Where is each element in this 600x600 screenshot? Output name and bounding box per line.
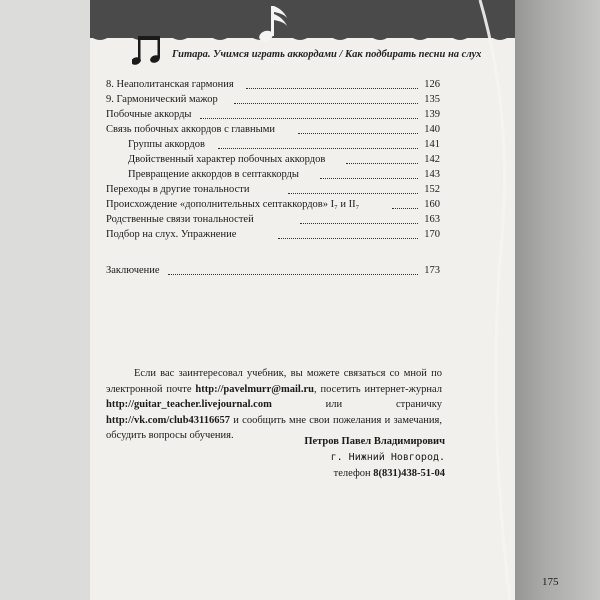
toc-entry-page: 152 (424, 184, 440, 195)
toc-entry-label: Побочные аккорды (106, 109, 192, 120)
page-number: 175 (542, 576, 559, 588)
toc-entry-page: 141 (424, 139, 440, 150)
toc-entry (106, 198, 440, 212)
toc-leader-dots (218, 148, 418, 149)
toc-leader-dots (298, 133, 418, 134)
toc-entry (106, 183, 440, 197)
contact-paragraph (106, 366, 442, 444)
toc-entry (106, 153, 440, 167)
toc-entry-label: Связь побочных аккордов с главными (106, 124, 275, 135)
toc-leader-dots (392, 208, 418, 209)
journal-link[interactable]: http://guitar_teacher.livejournal.com (106, 399, 272, 410)
author-signature (304, 434, 445, 482)
toc-entry-page: 140 (424, 124, 440, 135)
author-city: г. Нижний Новгород. (330, 452, 445, 463)
toc-entry-page: 160 (424, 199, 440, 210)
toc-entry (106, 108, 440, 122)
toc-entry (106, 168, 440, 182)
eighth-notes-icon (132, 30, 166, 68)
toc-leader-dots (278, 238, 418, 239)
contact-text: и сообщить мне свои пожелания и замечания, обсудить вопросы обучения. (106, 414, 442, 441)
toc-entry (106, 228, 440, 242)
toc-entry-page: 142 (424, 154, 440, 165)
toc-entry-label: Подбор на слух. Упражнение (106, 229, 237, 240)
toc-entry-label: Родственные связи тональностей (106, 214, 254, 225)
toc-leader-dots (246, 88, 418, 89)
toc-entry-page: 139 (424, 109, 440, 120)
decorative-curve (470, 0, 530, 600)
toc-entry-page: 163 (424, 214, 440, 225)
phone-number: 8(831)438-51-04 (373, 468, 445, 479)
toc-leader-dots (346, 163, 418, 164)
author-phone (304, 466, 445, 482)
contact-text: Если вас заинтересовал учебник, вы можете связаться со мной по электронной почте (106, 368, 442, 395)
toc-entry-page: 170 (424, 229, 440, 240)
toc-entry-label: Происхождение «дополнительных септаккордов» I₇ и II₇ (106, 199, 360, 210)
toc-entry-page: 143 (424, 169, 440, 180)
toc-entry-label: Двойственный характер побочных аккордов (128, 154, 326, 165)
toc-leader-dots (200, 118, 418, 119)
toc-leader-dots (234, 103, 418, 104)
toc-entry (106, 264, 440, 278)
toc-leader-dots (320, 178, 418, 179)
toc-leader-dots (168, 274, 418, 275)
toc-entry-label: Заключение (106, 265, 160, 276)
running-header-title: Гитара. Учимся играть аккордами / Как подбирать песни на слух (172, 49, 482, 60)
toc-entry-label: 9. Гармонический мажор (106, 94, 218, 105)
contact-text: , посетить интернет-журнал (313, 383, 442, 395)
email-link[interactable]: http://pavelmurr@mail.ru (195, 383, 314, 395)
toc-entry (106, 123, 440, 137)
contact-text: или страничку (271, 399, 442, 410)
book-page (90, 0, 559, 600)
toc-entry (106, 138, 440, 152)
toc-entry-label: Переходы в другие тональности (106, 184, 250, 195)
vk-link[interactable]: http://vk.com/club43116657 (106, 414, 230, 426)
toc-entry (106, 93, 440, 107)
toc-entry-label: 8. Неаполитанская гармония (106, 79, 234, 90)
toc-leader-dots (288, 193, 418, 194)
toc-entry-label: Превращение аккордов в септаккорды (128, 169, 299, 180)
toc-leader-dots (300, 223, 418, 224)
phone-label: телефон (333, 468, 374, 479)
toc-entry-page: 173 (424, 265, 440, 276)
toc-entry-page: 135 (424, 94, 440, 105)
toc-entry (106, 213, 440, 227)
toc-entry (106, 78, 440, 92)
toc-entry-page: 126 (424, 79, 440, 90)
author-name: Петров Павел Владимирович (304, 436, 445, 447)
sixteenth-note-icon (258, 2, 294, 44)
toc-entry-label: Группы аккордов (128, 139, 205, 150)
